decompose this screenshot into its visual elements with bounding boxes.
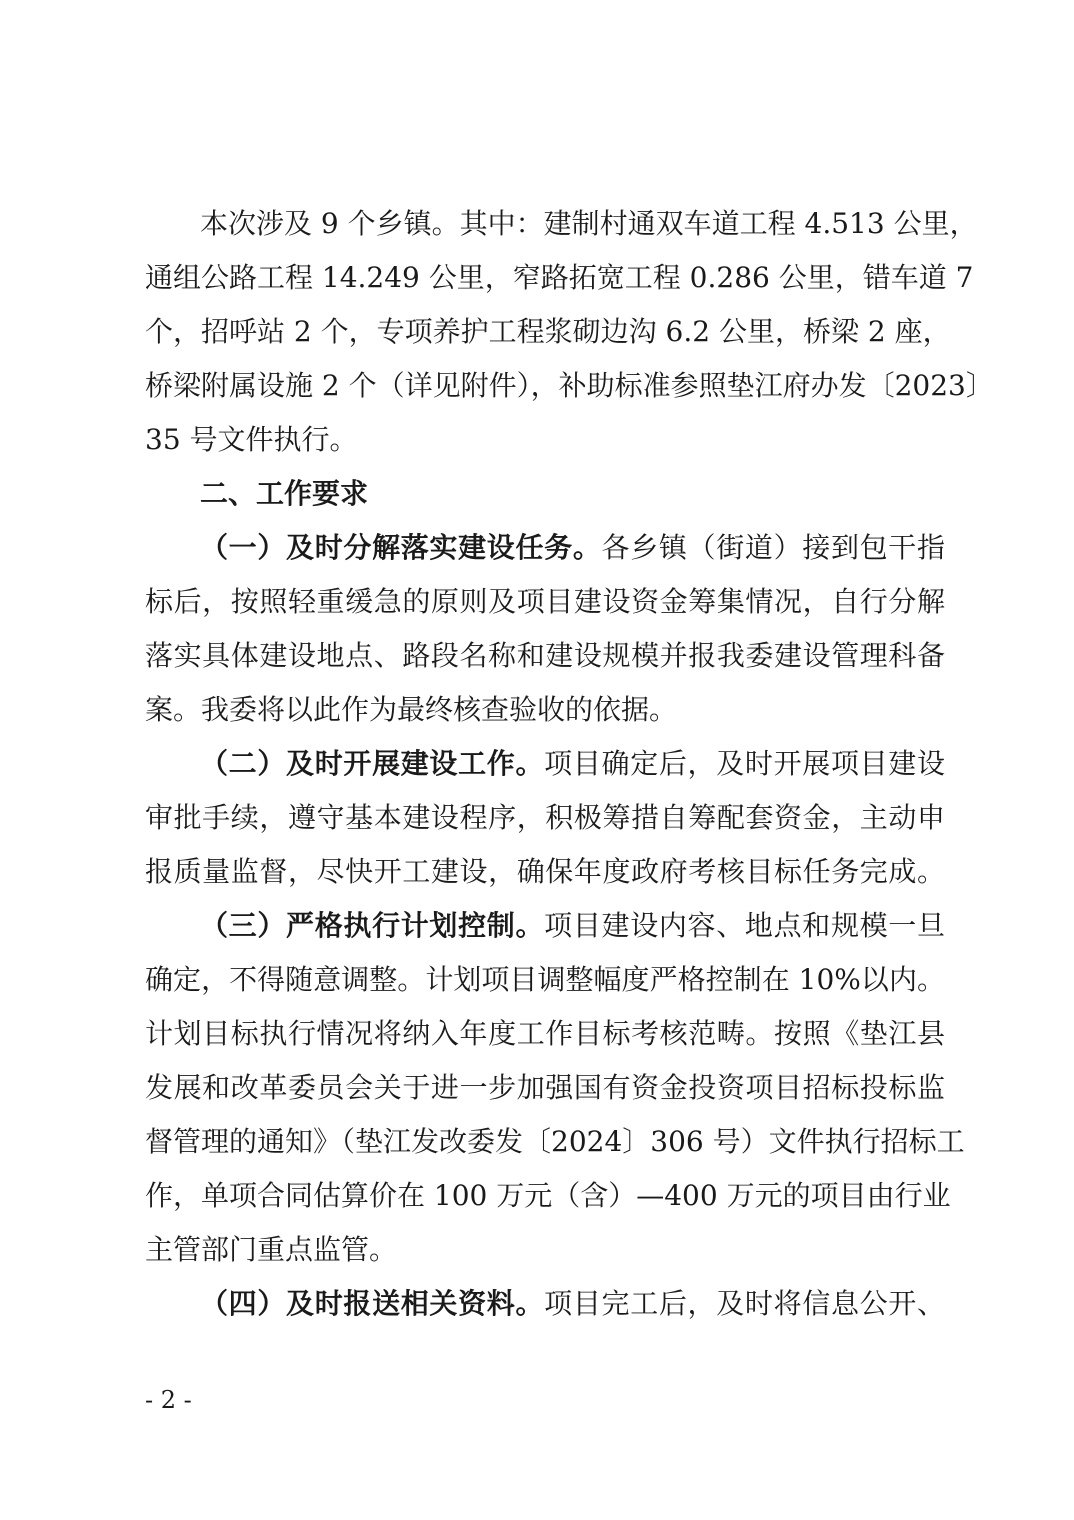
paragraph-line: 审批手续，遵守基本建设程序，积极筹措自筹配套资金，主动申 xyxy=(145,801,945,834)
paragraph-line: 案。我委将以此作为最终核查验收的依据。 xyxy=(145,693,678,726)
paragraph-line: 确定，不得随意调整。计划项目调整幅度严格控制在 10%以内。 xyxy=(145,963,945,996)
item-first-line xyxy=(200,906,945,946)
item-first-line xyxy=(200,744,945,784)
page-number: - 2 - xyxy=(145,1386,192,1414)
item-text: 项目完工后，及时将信息公开、 xyxy=(544,1287,945,1320)
item-title: （一）及时分解落实建设任务。 xyxy=(200,531,602,564)
paragraph-line: 标后，按照轻重缓急的原则及项目建设资金筹集情况，自行分解 xyxy=(145,585,945,618)
paragraph-line: 桥梁附属设施 2 个（详见附件），补助标准参照垫江府办发〔2023〕 xyxy=(145,369,994,402)
item-title: （四）及时报送相关资料。 xyxy=(200,1287,545,1320)
paragraph-line: 发展和改革委员会关于进一步加强国有资金投资项目招标投标监 xyxy=(145,1071,945,1104)
paragraph-line: 督管理的通知》（垫江发改委发〔2024〕306 号）文件执行招标工 xyxy=(145,1125,965,1158)
item-text: 各乡镇（街道）接到包干指 xyxy=(601,531,945,564)
paragraph-line: 个，招呼站 2 个，专项养护工程浆砌边沟 6.2 公里，桥梁 2 座， xyxy=(145,315,951,348)
item-text: 项目确定后，及时开展项目建设 xyxy=(544,747,945,780)
paragraph-line: 计划目标执行情况将纳入年度工作目标考核范畴。按照《垫江县 xyxy=(145,1017,945,1050)
paragraph-line: 35 号文件执行。 xyxy=(145,423,358,456)
paragraph-line: 作，单项合同估算价在 100 万元（含）—400 万元的项目由行业 xyxy=(145,1179,951,1212)
paragraph-line: 报质量监督，尽快开工建设，确保年度政府考核目标任务完成。 xyxy=(145,855,945,888)
paragraph-line: 落实具体建设地点、路段名称和建设规模并报我委建设管理科备 xyxy=(145,639,945,672)
paragraph-line: 通组公路工程 14.249 公里，窄路拓宽工程 0.286 公里，错车道 7 xyxy=(145,261,974,294)
paragraph-line: 主管部门重点监管。 xyxy=(145,1233,398,1266)
item-first-line xyxy=(200,528,945,568)
item-title: （二）及时开展建设工作。 xyxy=(200,747,545,780)
item-title: （三）严格执行计划控制。 xyxy=(200,909,545,942)
item-first-line xyxy=(200,1284,945,1324)
paragraph-line: 本次涉及 9 个乡镇。其中：建制村通双车道工程 4.513 公里， xyxy=(200,207,978,240)
item-text: 项目建设内容、地点和规模一旦 xyxy=(544,909,945,942)
section-heading: 二、工作要求 xyxy=(200,477,369,510)
